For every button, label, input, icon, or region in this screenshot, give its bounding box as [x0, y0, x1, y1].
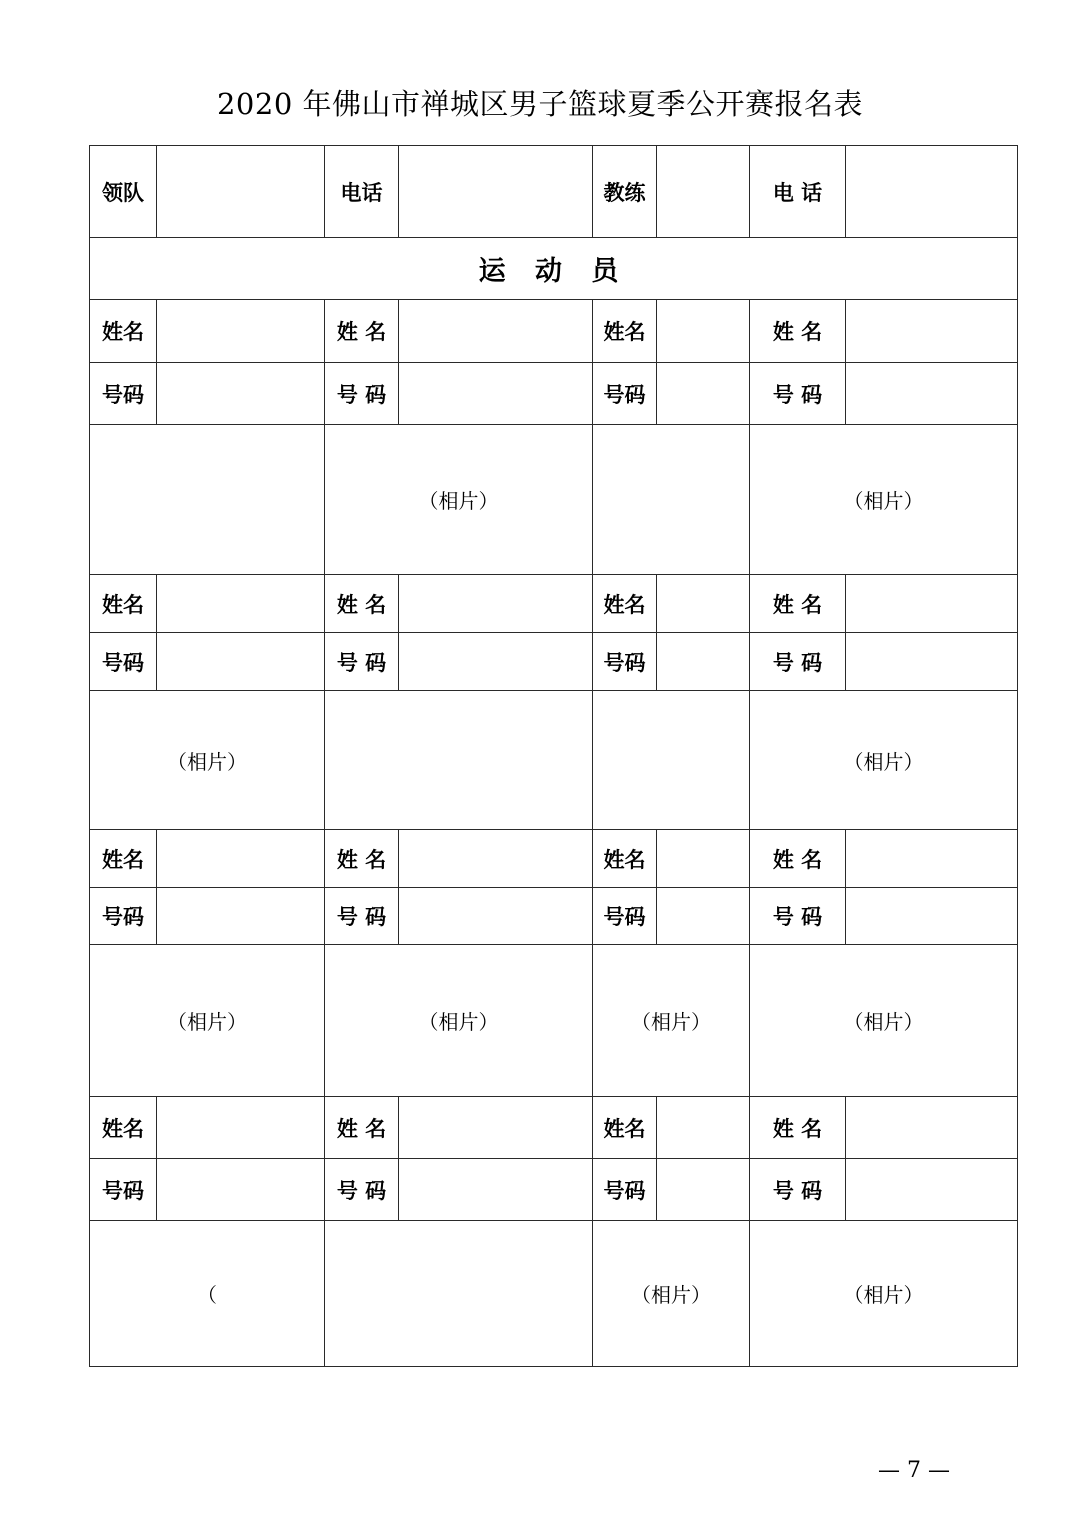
coach-label: 教练: [593, 146, 657, 238]
photo-cell[interactable]: （相片）: [593, 1221, 750, 1367]
number-label: 号码: [593, 888, 657, 945]
number-field[interactable]: [399, 363, 593, 425]
name-field[interactable]: [157, 575, 325, 633]
number-label: 号 码: [325, 363, 399, 425]
name-field[interactable]: [399, 300, 593, 363]
name-label: 姓名: [593, 830, 657, 888]
name-label: 姓 名: [325, 1097, 399, 1159]
name-label: 姓名: [90, 830, 157, 888]
photo-row: [90, 425, 1018, 575]
number-field[interactable]: [157, 888, 325, 945]
photo-cell[interactable]: [325, 691, 593, 830]
leader-phone-field[interactable]: [399, 146, 593, 238]
name-label: 姓名: [90, 1097, 157, 1159]
coach-phone-label: 电 话: [750, 146, 846, 238]
form-title: 2020 年佛山市禅城区男子篮球夏季公开赛报名表: [216, 87, 864, 121]
leader-phone-label: 电话: [325, 146, 399, 238]
number-row: [90, 1159, 1018, 1221]
name-field[interactable]: [157, 300, 325, 363]
number-label: 号 码: [750, 363, 846, 425]
name-row: [90, 575, 1018, 633]
name-field[interactable]: [657, 1097, 750, 1159]
number-field[interactable]: [399, 1159, 593, 1221]
number-label: 号码: [593, 363, 657, 425]
coach-phone-field[interactable]: [846, 146, 1018, 238]
photo-cell[interactable]: （相片）: [750, 691, 1018, 830]
name-label: 姓 名: [325, 575, 399, 633]
name-field[interactable]: [157, 1097, 325, 1159]
number-field[interactable]: [846, 888, 1018, 945]
number-field[interactable]: [399, 633, 593, 691]
number-label: 号码: [593, 1159, 657, 1221]
number-field[interactable]: [657, 1159, 750, 1221]
number-label: 号 码: [750, 633, 846, 691]
name-row: [90, 830, 1018, 888]
athletes-section-title: 运 动 员: [90, 238, 1018, 300]
photo-cell[interactable]: （相片）: [325, 945, 593, 1097]
photo-cell[interactable]: （相片）: [325, 425, 593, 575]
name-label: 姓名: [593, 575, 657, 633]
number-field[interactable]: [657, 888, 750, 945]
number-label: 号 码: [750, 888, 846, 945]
name-label: 姓 名: [750, 575, 846, 633]
number-label: 号 码: [325, 1159, 399, 1221]
coach-field[interactable]: [657, 146, 750, 238]
section-row: [90, 238, 1018, 300]
number-field[interactable]: [657, 363, 750, 425]
photo-row: [90, 945, 1018, 1097]
page-number: — 7 —: [878, 1458, 950, 1483]
number-label: 号码: [593, 633, 657, 691]
number-field[interactable]: [846, 1159, 1018, 1221]
name-field[interactable]: [399, 830, 593, 888]
name-field[interactable]: [846, 1097, 1018, 1159]
name-field[interactable]: [657, 830, 750, 888]
number-label: 号码: [90, 363, 157, 425]
name-field[interactable]: [399, 1097, 593, 1159]
name-label: 姓名: [593, 300, 657, 363]
number-field[interactable]: [846, 363, 1018, 425]
name-label: 姓名: [90, 300, 157, 363]
name-field[interactable]: [157, 830, 325, 888]
name-field[interactable]: [657, 575, 750, 633]
number-field[interactable]: [657, 633, 750, 691]
name-field[interactable]: [657, 300, 750, 363]
photo-cell[interactable]: [325, 1221, 593, 1367]
name-label: 姓 名: [750, 300, 846, 363]
number-label: 号码: [90, 633, 157, 691]
header-row: [90, 146, 1018, 238]
photo-cell[interactable]: （相片）: [750, 425, 1018, 575]
name-row: [90, 1097, 1018, 1159]
number-field[interactable]: [157, 633, 325, 691]
number-row: [90, 888, 1018, 945]
number-field[interactable]: [399, 888, 593, 945]
photo-cell[interactable]: （相片）: [750, 945, 1018, 1097]
number-row: [90, 363, 1018, 425]
name-field[interactable]: [846, 830, 1018, 888]
name-field[interactable]: [399, 575, 593, 633]
photo-cell[interactable]: [593, 691, 750, 830]
name-label: 姓名: [90, 575, 157, 633]
name-label: 姓名: [593, 1097, 657, 1159]
name-label: 姓 名: [750, 830, 846, 888]
photo-cell[interactable]: （相片）: [90, 691, 325, 830]
photo-cell[interactable]: （相片）: [750, 1221, 1018, 1367]
photo-cell[interactable]: （: [90, 1221, 325, 1367]
number-label: 号 码: [325, 633, 399, 691]
name-field[interactable]: [846, 300, 1018, 363]
number-field[interactable]: [157, 363, 325, 425]
photo-cell[interactable]: （相片）: [593, 945, 750, 1097]
number-field[interactable]: [846, 633, 1018, 691]
number-field[interactable]: [157, 1159, 325, 1221]
registration-table: [89, 145, 1018, 1367]
photo-cell[interactable]: [593, 425, 750, 575]
name-field[interactable]: [846, 575, 1018, 633]
leader-field[interactable]: [157, 146, 325, 238]
photo-cell[interactable]: （相片）: [90, 945, 325, 1097]
number-row: [90, 633, 1018, 691]
name-label: 姓 名: [325, 830, 399, 888]
leader-label: 领队: [90, 146, 157, 238]
photo-cell[interactable]: [90, 425, 325, 575]
number-label: 号 码: [325, 888, 399, 945]
number-label: 号码: [90, 1159, 157, 1221]
photo-row: [90, 691, 1018, 830]
name-label: 姓 名: [325, 300, 399, 363]
name-row: [90, 300, 1018, 363]
name-label: 姓 名: [750, 1097, 846, 1159]
photo-row: [90, 1221, 1018, 1367]
number-label: 号码: [90, 888, 157, 945]
number-label: 号 码: [750, 1159, 846, 1221]
